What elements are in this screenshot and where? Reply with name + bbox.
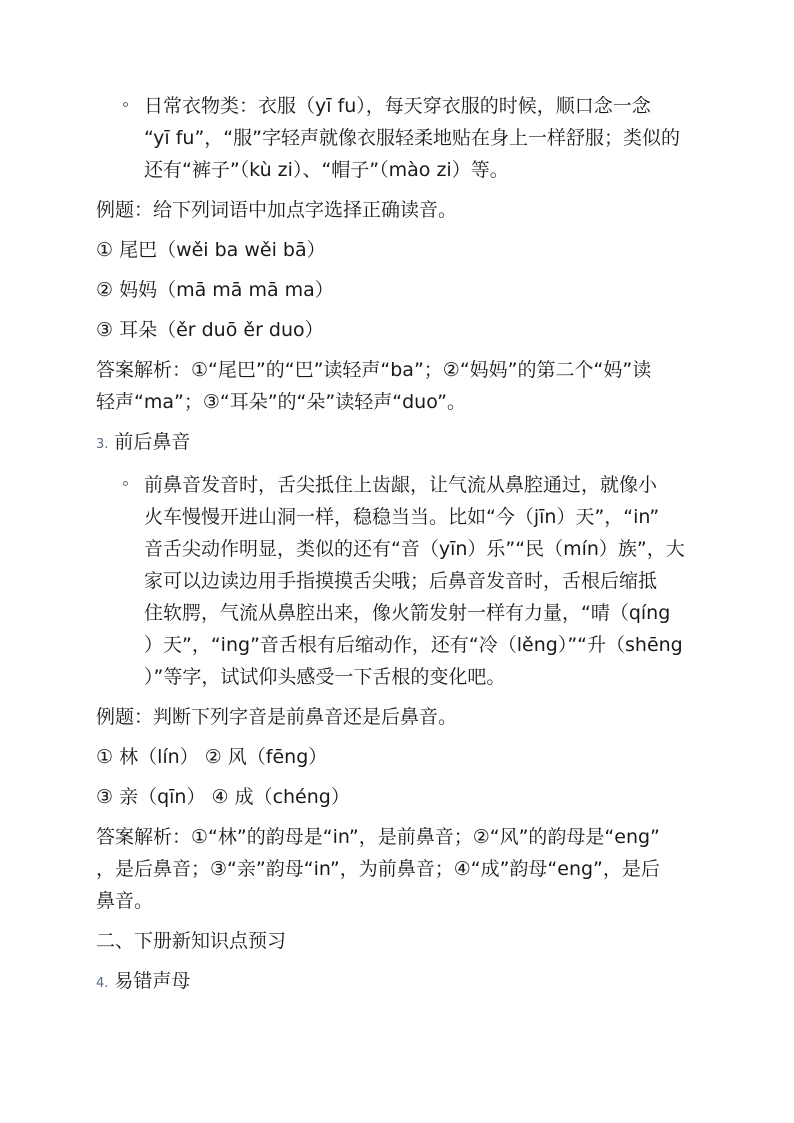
paragraph [96,354,696,418]
bullet-paragraph [96,90,696,186]
paragraph [96,194,696,226]
text-line: ）天”，“ing”音舌根有后缩动作，还有“冷（lěng）”“升（shēng [144,634,683,656]
text-line: 轻声“ma”；③“耳朵”的“朵”读轻声“duo”。 [96,391,466,413]
bullet-paragraph [96,469,696,693]
paragraph [96,274,696,306]
text-line: 二、下册新知识点预习 [96,930,287,952]
text-line: ① 林（lín） ② 风（fēng） [96,746,328,768]
text-line: ① 尾巴（wěi ba wěi bā） [96,239,326,261]
paragraph [96,314,696,346]
text-line: “yī fu”，“服”字轻声就像衣服轻柔地贴在身上一样舒服；类似的 [144,127,680,149]
bullet-circle-icon [123,481,128,486]
paragraph [96,701,696,733]
paragraph [96,821,696,917]
document-body [96,90,696,1008]
paragraph [96,781,696,813]
paragraph [96,925,696,957]
text-line: ② 妈妈（mā mā mā ma） [96,279,334,301]
bullet-circle-icon [123,102,128,107]
text-line: 例题：给下列词语中加点字选择正确读音。 [96,199,458,221]
text-line: 鼻音。 [96,890,154,912]
text-line: 例题：判断下列字音是前鼻音还是后鼻音。 [96,706,458,728]
text-line: ③ 耳朵（ěr duō ěr duo） [96,319,324,341]
text-line: 家可以边读边用手指摸摸舌尖哦；后鼻音发音时，舌根后缩抵 [144,570,658,592]
text-line: ③ 亲（qīn） ④ 成（chéng） [96,786,350,808]
section-number: 4. [96,976,109,991]
text-line: 答案解析：①“尾巴”的“巴”读轻声“ba”；②“妈妈”的第二个“妈”读 [96,359,652,381]
text-line: ，是后鼻音；③“亲”韵母“in”，为前鼻音；④“成”韵母“eng”，是后 [96,858,660,880]
text-line: 火车慢慢开进山洞一样，稳稳当当。比如“今（jīn）天”，“in” [144,506,660,528]
text-line: 音舌尖动作明显，类似的还有“音（yīn）乐”“民（mín）族”，大 [144,538,685,560]
section-heading [96,965,696,1000]
text-line: 还有“裤子”（kù zi）、“帽子”（mào zi）等。 [144,159,509,181]
text-line: 住软腭，气流从鼻腔出来，像火箭发射一样有力量，“晴（qíng [144,602,671,624]
paragraph [96,741,696,773]
text-line: 前鼻音发音时，舌尖抵住上齿龈，让气流从鼻腔通过，就像小 [144,474,658,496]
section-title: 前后鼻音 [114,431,191,453]
paragraph [96,234,696,266]
section-heading [96,426,696,461]
section-number: 3. [96,437,109,452]
text-line: 日常衣物类：衣服（yī fu），每天穿衣服的时候，顺口念一念 [144,95,651,117]
text-line: ）”等字，试试仰头感受一下舌根的变化吧。 [144,666,506,688]
section-title: 易错声母 [114,970,191,992]
text-line: 答案解析：①“林”的韵母是“in”，是前鼻音；②“风”的韵母是“eng” [96,826,660,848]
